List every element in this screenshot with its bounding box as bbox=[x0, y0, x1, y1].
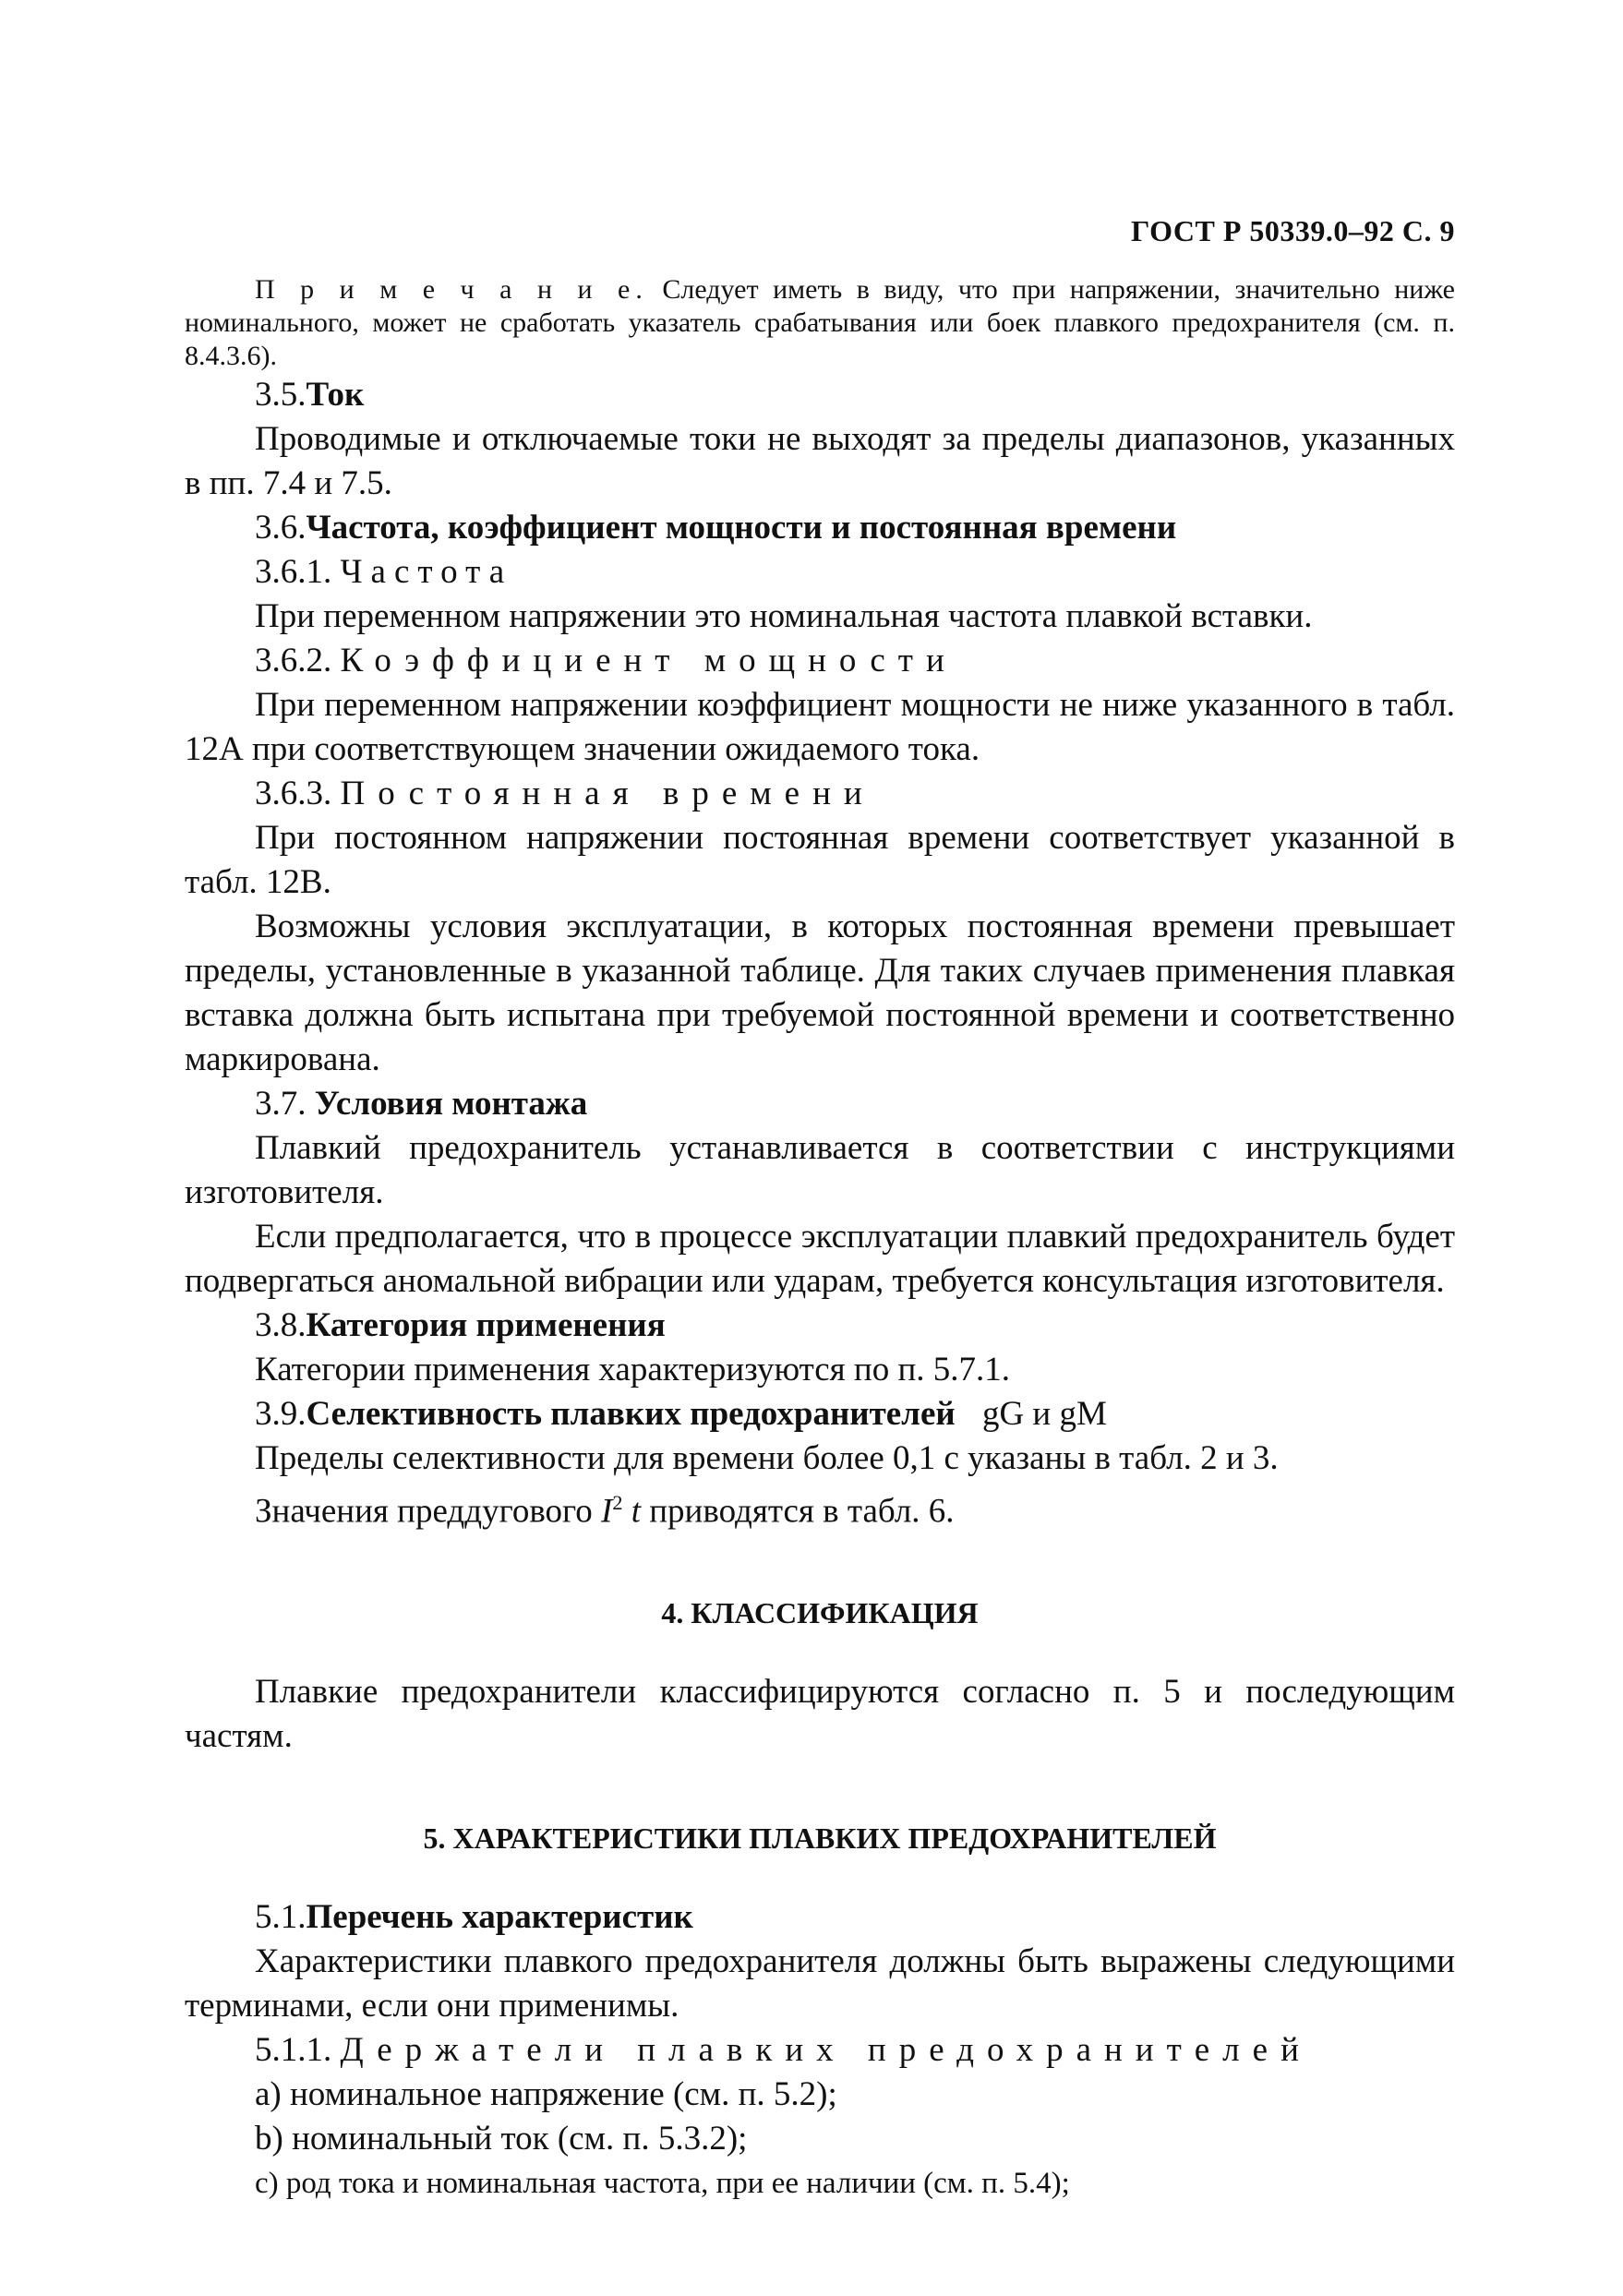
note bbox=[185, 273, 1455, 373]
section-number: 5.1.1. bbox=[255, 2031, 332, 2070]
section-number: 3.7. bbox=[255, 1085, 307, 1123]
section-3-8-heading bbox=[185, 1304, 1455, 1348]
page-header: ГОСТ Р 50339.0–92 С. 9 bbox=[1131, 214, 1455, 247]
section-title: Ток bbox=[306, 376, 365, 414]
section-3-9-text-1: Пределы селективности для времени более 0,1 с указаны в табл. 2 и 3. bbox=[255, 1439, 1279, 1477]
section-3-7-text-2: Если предполагается, что в процессе эксплуатации плавкий предохранитель будет подвергаться аномальной вибрации или ударам, требуется консультация изготовителя. bbox=[185, 1218, 1455, 1300]
formula-superscript: 2 bbox=[612, 1491, 623, 1514]
section-3-7-text-1: Плавкий предохранитель устанавливается в соответствии с инструкциями изготовителя. bbox=[185, 1129, 1455, 1211]
section-title: Постоянная времени bbox=[340, 775, 875, 812]
list-item: с) род тока и номинальная частота, при ее наличии (см. п. 5.4); bbox=[255, 2167, 1070, 2201]
section-title: Перечень характеристик bbox=[306, 1898, 693, 1937]
section-3-7-heading bbox=[185, 1082, 1455, 1126]
section-5-heading: 5. ХАРАКТЕРИСТИКИ ПЛАВКИХ ПРЕДОХРАНИТЕЛЕЙ bbox=[423, 1821, 1217, 1856]
section-4-heading: 4. КЛАССИФИКАЦИЯ bbox=[661, 1596, 979, 1630]
formula-variable: t bbox=[622, 1492, 641, 1531]
section-3-9-heading bbox=[185, 1392, 1455, 1437]
section-5-1-heading bbox=[185, 1895, 1455, 1940]
section-number: 3.6.1. bbox=[255, 553, 332, 591]
section-5-1-text: Характеристики плавкого предохранителя должны быть выражены следующими терминами, если они применимы. bbox=[185, 1942, 1455, 2026]
list-item: а) номинальное напряжение (см. п. 5.2); bbox=[255, 2075, 837, 2114]
section-3-6-2-text: При переменном напряжении коэффициент мощности не ниже указанного в табл. 12А при соответствующем значении ожидаемого тока. bbox=[185, 686, 1455, 768]
section-3-6-1-text: При переменном напряжении это номинальная частота плавкой вставки. bbox=[255, 597, 1313, 635]
note-text: Следует иметь в виду, что при напряжении, значительно ниже номинального, может не сработать указатель срабатывания или боек плавкого предохранителя (см. п. 8.4.3.6). bbox=[185, 274, 1456, 371]
section-3-6-heading bbox=[185, 506, 1455, 550]
section-3-8-text: Категории применения характеризуются по п. 5.7.1. bbox=[255, 1351, 1011, 1388]
section-number: 3.6. bbox=[255, 509, 307, 547]
section-3-6-2-heading bbox=[185, 639, 1455, 683]
section-title: Частота bbox=[340, 553, 513, 591]
section-3-6-3-heading bbox=[185, 772, 1455, 816]
body-text bbox=[185, 273, 1455, 2206]
section-title: Коэффициент мощности bbox=[340, 642, 957, 679]
section-number: 3.5. bbox=[255, 376, 307, 414]
section-4-text: Плавкие предохранители классифицируются согласно п. 5 и последующим частям. bbox=[185, 1673, 1455, 1756]
section-title: Держатели плавких предохранителей bbox=[340, 2031, 1312, 2070]
section-3-9-text-2 bbox=[185, 1481, 1455, 1533]
section-number: 3.8. bbox=[255, 1306, 307, 1344]
section-3-5-text: Проводимые и отключаемые токи не выходят за пределы диапазонов, указанных в пп. 7.4 и 7.5. bbox=[185, 420, 1455, 502]
section-3-5-heading bbox=[185, 373, 1455, 417]
section-title: Частота, коэффициент мощности и постоянная времени bbox=[306, 509, 1177, 547]
section-title: Селективность плавких предохранителей bbox=[306, 1395, 956, 1433]
text-part: Значения преддугового bbox=[255, 1492, 602, 1531]
section-title-tail: gG и gM bbox=[981, 1395, 1107, 1433]
section-title: Категория применения bbox=[306, 1306, 666, 1344]
note-label: П р и м е ч а н и е. bbox=[255, 274, 648, 305]
section-3-6-3-text-1: При постоянном напряжении постоянная времени соответствует указанной в табл. 12В. bbox=[185, 819, 1455, 901]
formula-symbol: I bbox=[601, 1492, 613, 1531]
section-number: 3.6.3. bbox=[255, 775, 332, 812]
section-number: 3.9. bbox=[255, 1395, 307, 1433]
section-title: Условия монтажа bbox=[314, 1085, 588, 1123]
section-5-1-1-heading bbox=[185, 2028, 1455, 2073]
text-part: приводятся в табл. 6. bbox=[641, 1492, 955, 1531]
section-3-6-3-text-2: Возможны условия эксплуатации, в которых постоянная времени превышает пределы, установленные в указанной таблице. Для таких случаев применения плавкая вставка должна быть испытана при требуемой постоянной времени и соответственно маркирована. bbox=[185, 908, 1455, 1078]
section-number: 3.6.2. bbox=[255, 642, 332, 679]
section-3-6-1-heading bbox=[185, 550, 1455, 595]
section-number: 5.1. bbox=[255, 1898, 307, 1937]
list-item: b) номинальный ток (см. п. 5.3.2); bbox=[255, 2120, 748, 2158]
